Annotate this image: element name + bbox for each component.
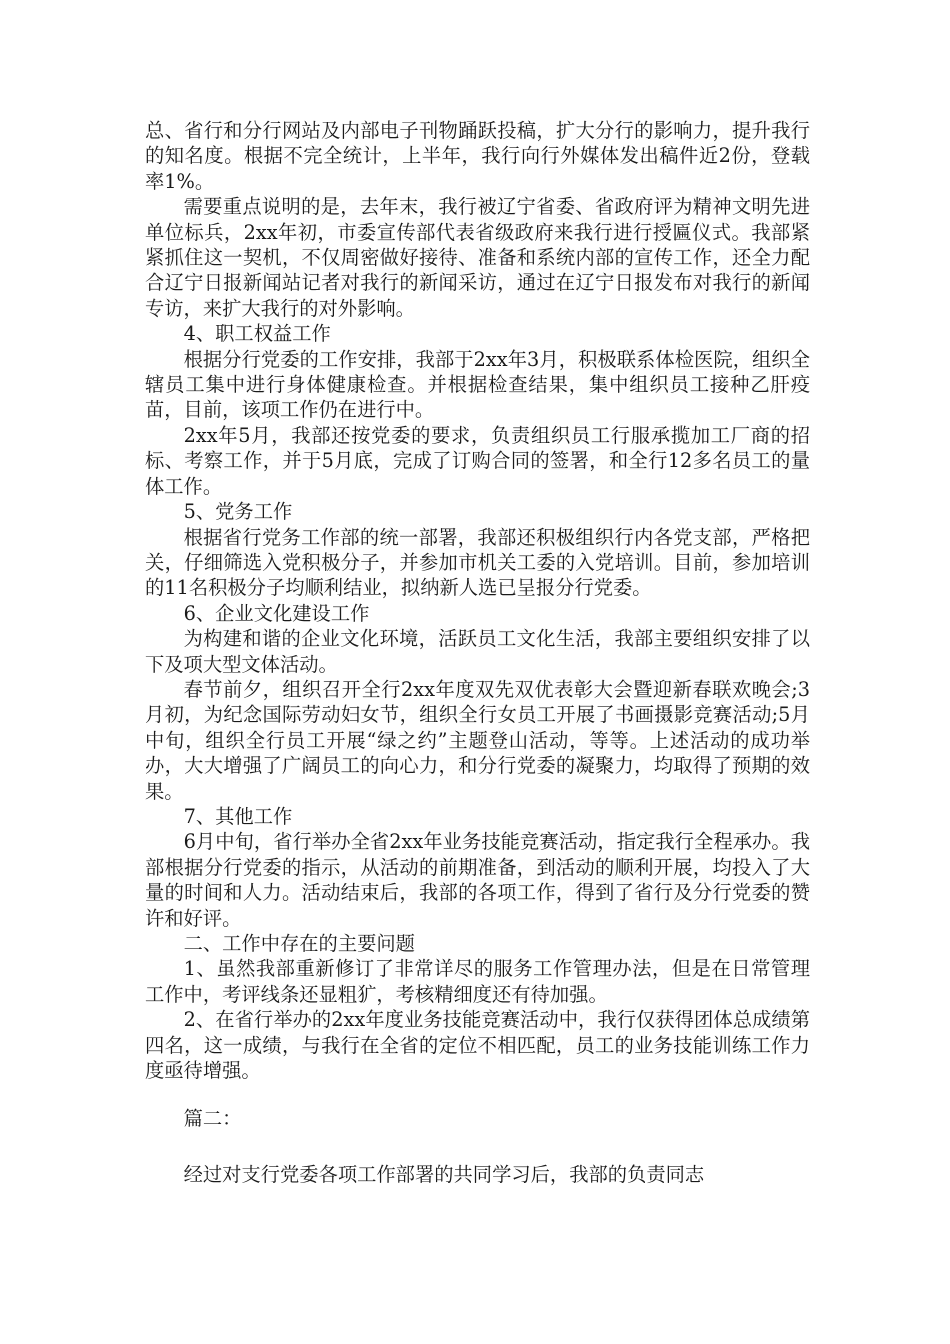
paragraph-culture-activities: 春节前夕，组织召开全行2xx年度双先双优表彰大会暨迎新春联欢晚会;3月初，为纪念国际劳动妇女节，组织全行女员工开展了书画摄影竞赛活动;5月中旬，组织全行员工开展“绿之约”主题登山活动，等等。上述活动的成功举办，大大增强了广阔员工的向心力，和分行党委的凝聚力，均取得了预期的效果。 xyxy=(145,677,810,803)
paragraph-award-note: 需要重点说明的是，去年末，我行被辽宁省委、省政府评为精神文明先进单位标兵，2xx年初，市委宣传部代表省级政府来我行进行授匾仪式。我部紧紧抓住这一契机，不仅周密做好接待、准备和系统内部的宣传工作，还全力配合辽宁日报新闻站记者对我行的新闻采访，通过在辽宁日报发布对我行的新闻专访，来扩大我行的对外影响。 xyxy=(145,195,810,320)
heading-party-affairs: 5、党务工作 xyxy=(183,500,293,524)
heading-staff-rights: 4、职工权益工作 xyxy=(183,322,331,346)
paragraph-party-training: 根据省行党务工作部的统一部署，我部还积极组织行内各党支部，严格把关，仔细筛选入党积极分子，并参加市机关工委的入党培训。目前，参加培训的11名积极分子均顺利结业，拟纳新人选已呈报分行党委。 xyxy=(145,525,810,600)
document-page xyxy=(145,118,810,1187)
paragraph-culture-intro: 为构建和谐的企业文化环境，活跃员工文化生活，我部主要组织安排了以下及项大型文体活动。 xyxy=(145,627,810,676)
paragraph-problem-1: 1、虽然我部重新修订了非常详尽的服务工作管理办法，但是在日常管理工作中，考评线条还显粗犷，考核精细度还有待加强。 xyxy=(145,957,810,1006)
paragraph-uniform: 2xx年5月，我部还按党委的要求，负责组织员工行服承揽加工厂商的招标、考察工作，并于5月底，完成了订购合同的签署，和全行12多名员工的量体工作。 xyxy=(145,423,810,498)
paragraph-part-two-start: 经过对支行党委各项工作部署的共同学习后，我部的负责同志 xyxy=(183,1162,705,1186)
heading-corporate-culture: 6、企业文化建设工作 xyxy=(183,601,370,625)
heading-other-work: 7、其他工作 xyxy=(183,804,293,828)
paragraph-health-check: 根据分行党委的工作安排，我部于2xx年3月，积极联系体检医院，组织全辖员工集中进行身体健康检查。并根据检查结果，集中组织员工接种乙肝疫苗，目前，该项工作仍在进行中。 xyxy=(145,347,810,422)
paragraph-problem-2: 2、在省行举办的2xx年度业务技能竞赛活动中，我行仅获得团体总成绩第四名，这一成绩，与我行在全省的定位不相匹配，员工的业务技能训练工作力度亟待增强。 xyxy=(145,1008,810,1083)
section-label-part-two: 篇二： xyxy=(183,1107,242,1131)
paragraph-continuation: 总、省行和分行网站及内部电子刊物踊跃投稿，扩大分行的影响力，提升我行的知名度。根据不完全统计，上半年，我行向行外媒体发出稿件近2份，登载率1%。 xyxy=(145,119,810,193)
paragraph-skills-contest: 6月中旬，省行举办全省2xx年业务技能竞赛活动，指定我行全程承办。我部根据分行党委的指示，从活动的前期准备，到活动的顺利开展，均投入了大量的时间和人力。活动结束后，我部的各项工作，得到了省行及分行党委的赞许和好评。 xyxy=(145,830,810,930)
heading-main-problems: 二、工作中存在的主要问题 xyxy=(183,932,415,955)
